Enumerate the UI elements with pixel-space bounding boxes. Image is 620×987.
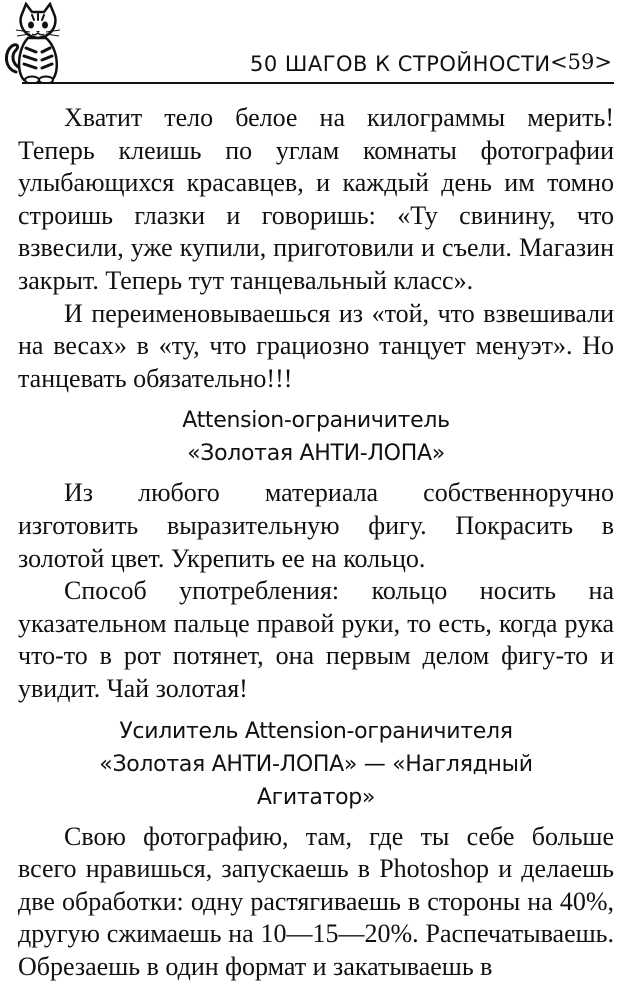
page-header <box>0 0 620 90</box>
section-heading-1 <box>18 404 614 470</box>
page-number: <59> <box>550 50 612 74</box>
paragraph-2: И переименовываешься из «той, что взвешивали на весах» в «ту, что грациозно танцует менуэт». Но танцевать обязательно!!! <box>18 298 614 393</box>
header-rule <box>22 82 614 84</box>
paragraph-3: Из любого материала собственноручно изготовить выразительную фигу. Покрасить в золотой цвет. Укрепить ее на кольцо. <box>18 478 614 573</box>
section-heading-2 <box>18 715 614 814</box>
paragraph-4: Способ употребления: кольцо носить на указательном пальце правой руки, то есть, когда рука что-то в рот потянет, она первым делом фигу-то и увидит. Чай золотая! <box>18 576 614 703</box>
paragraph-1: Хватит тело белое на килограммы мерить! Теперь клеишь по углам комнаты фотографии улыбающихся красавцев, и каждый день им томно строишь глазки и говоришь: «Ту свинину, что взвесили, уже купили, приготовили и съели. Магазин закрыт. Теперь тут танцевальный класс». <box>18 103 614 295</box>
heading-2-line-1: Усилитель Attension-ограничителя <box>119 718 513 744</box>
heading-2-line-3: Агитатор» <box>256 784 376 810</box>
running-title: 50 ШАГОВ К СТРОЙНОСТИ <box>250 52 551 76</box>
cat-icon <box>2 2 74 84</box>
heading-2-line-2: «Золотая АНТИ-ЛОПА» — «Наглядный <box>99 751 533 777</box>
heading-1-line-1: Attension-ограничитель <box>182 408 450 434</box>
heading-1-line-2: «Золотая АНТИ-ЛОПА» <box>187 441 445 467</box>
paragraph-5: Свою фотографию, там, где ты себе больше всего нравишься, запускаешь в Photoshop и делаешь две обработки: одну растягиваешь в стороны на 40%, другую сжимаешь на 10—15—20%. Распечатываешь. Обрезаешь в один формат и закатываешь в <box>18 821 614 981</box>
body-text <box>18 102 614 983</box>
